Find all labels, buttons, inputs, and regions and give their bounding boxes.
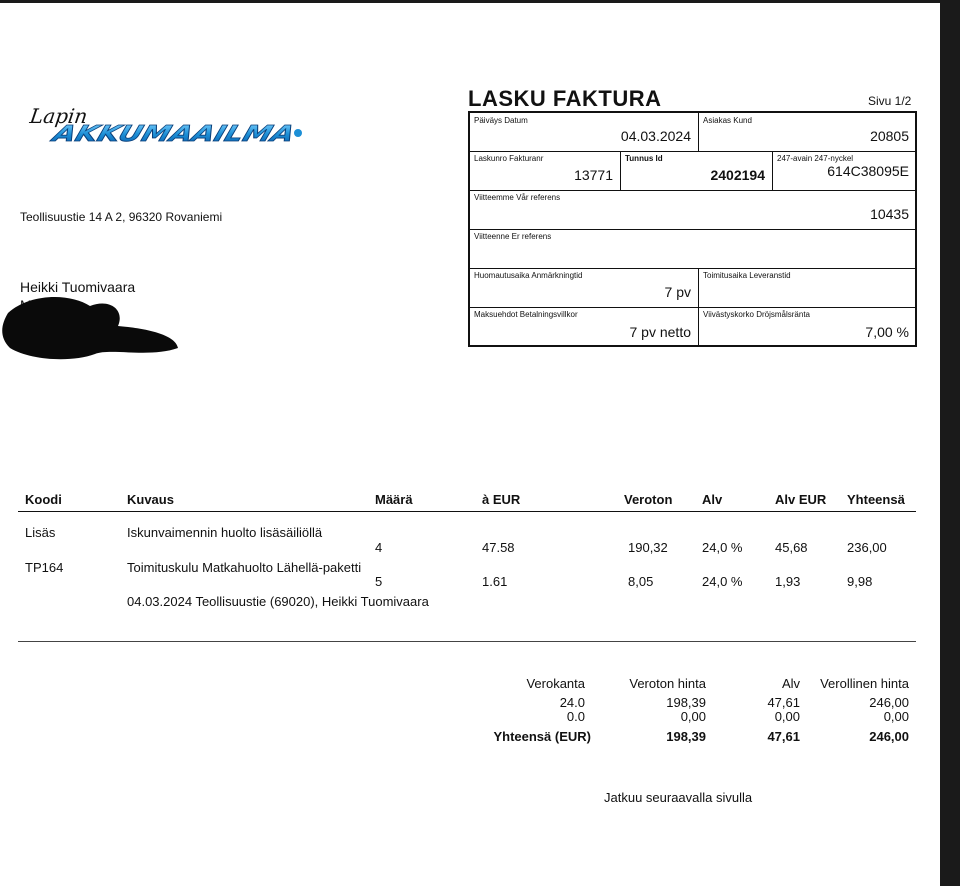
row1-net: 190,32 [628,540,668,555]
totals-sum-label: Yhteensä (EUR) [493,729,591,744]
totals-row1-gross: 246,00 [869,695,909,710]
row2-vat-eur: 1,93 [775,574,801,589]
row1-vat: 24,0 % [702,540,743,555]
page-number: Sivu 1/2 [868,94,912,108]
invoice-page [0,3,940,886]
company-address: Teollisuustie 14 A 2, 96320 Rovaniemi [20,210,223,224]
col-header-net: Veroton [624,492,673,507]
date-label: Päiväys Datum [474,116,528,125]
invoice-no-value: 13771 [574,167,613,183]
row2-qty: 5 [375,574,383,589]
customer-no-value: 20805 [870,128,909,144]
delivery-time-label: Toimitusaika Leveranstid [703,271,791,280]
date-cell [470,113,699,151]
col-header-unit-price: à EUR [482,492,521,507]
your-ref-label: Viitteenne Er referens [474,232,552,241]
invoice-info-box [468,111,917,347]
totals-sum-vat: 47,61 [767,729,800,744]
row2-note: 04.03.2024 Teollisuustie (69020), Heikki Tuomivaara [127,594,429,609]
notice-time-value: 7 pv [664,284,691,300]
payment-terms-value: 7 pv netto [629,324,691,340]
customer-no-cell [699,113,917,151]
row1-desc: Iskunvaimennin huolto lisäsäiliöllä [127,525,323,540]
our-ref-label: Viitteemme Vår referens [474,193,561,202]
totals-header-net: Veroton hinta [629,676,706,691]
invoice-title: LASKU FAKTURA [468,86,662,111]
col-header-vat-eur: Alv EUR [775,492,827,507]
your-ref-cell [470,229,917,268]
totals-header-gross: Verollinen hinta [820,676,909,691]
customer-name: Heikki Tuomivaara [20,279,136,295]
items-end-rule [18,641,916,642]
box-divider [620,151,621,190]
invoice-no-cell [470,151,621,190]
notice-time-cell [470,268,699,307]
totals-sum-gross: 246,00 [869,729,909,744]
late-interest-value: 7,00 % [865,324,909,340]
col-header-code: Koodi [25,492,62,507]
company-logo [26,103,311,153]
box-divider [470,229,915,230]
notice-time-label: Huomautusaika Anmärkningtid [474,271,583,280]
key-label: 247-avain 247-nyckel [777,154,854,163]
late-interest-label: Viivästyskorko Dröjsmålsränta [703,310,810,319]
box-divider [470,190,915,191]
totals-row2-vat: 0,00 [774,709,800,724]
totals-header-vat: Alv [781,676,800,691]
customer-no-label: Asiakas Kund [703,116,752,125]
box-divider [470,268,915,269]
totals-row1-vat: 47,61 [767,695,800,710]
row1-qty: 4 [375,540,383,555]
box-divider [772,151,773,190]
col-header-desc: Kuvaus [127,492,174,507]
row1-unit-price: 47.58 [482,540,515,555]
box-divider [698,113,699,151]
continue-note: Jatkuu seuraavalla sivulla [604,790,753,805]
key-value: 614C38095E [827,163,909,179]
logo-main: AKKUMAAILMA [49,121,244,147]
totals-row2-net: 0,00 [680,709,706,724]
totals-header-rate: Verokanta [526,676,585,691]
payment-terms-cell [470,307,699,347]
row2-code: TP164 [25,560,64,575]
row2-desc: Toimituskulu Matkahuolto Lähellä-paketti [127,560,362,575]
date-value: 04.03.2024 [620,128,691,144]
row2-vat: 24,0 % [702,574,743,589]
row2-net: 8,05 [628,574,654,589]
row2-unit-price: 1.61 [482,574,508,589]
key-cell [773,151,917,190]
id-label: Tunnus Id [625,154,663,163]
header-rule [18,511,916,512]
row1-vat-eur: 45,68 [775,540,808,555]
our-ref-cell [470,190,917,229]
row1-code: Lisäs [25,525,56,540]
col-header-qty: Määrä [375,492,413,507]
redaction-scribble [0,288,185,368]
box-divider [698,268,699,347]
row2-total: 9,98 [847,574,873,589]
delivery-time-cell [699,268,917,307]
col-header-vat: Alv [702,492,723,507]
id-value: 2402194 [710,167,765,183]
payment-terms-label: Maksuehdot Betalningsvillkor [474,310,578,319]
late-interest-cell [699,307,917,347]
logo-mark-icon [294,129,302,137]
totals-row2-gross: 0,00 [883,709,909,724]
totals-row1-rate: 24.0 [559,695,585,710]
our-ref-value: 10435 [870,206,909,222]
logo-script: Lapin [28,104,90,128]
box-divider [470,151,915,152]
col-header-total: Yhteensä [847,492,905,507]
totals-row2-rate: 0.0 [566,709,585,724]
totals-sum-net: 198,39 [666,729,706,744]
invoice-no-label: Laskunro Fakturanr [474,154,544,163]
box-divider [470,307,915,308]
id-cell [621,151,773,190]
totals-row1-net: 198,39 [666,695,706,710]
row1-total: 236,00 [847,540,887,555]
